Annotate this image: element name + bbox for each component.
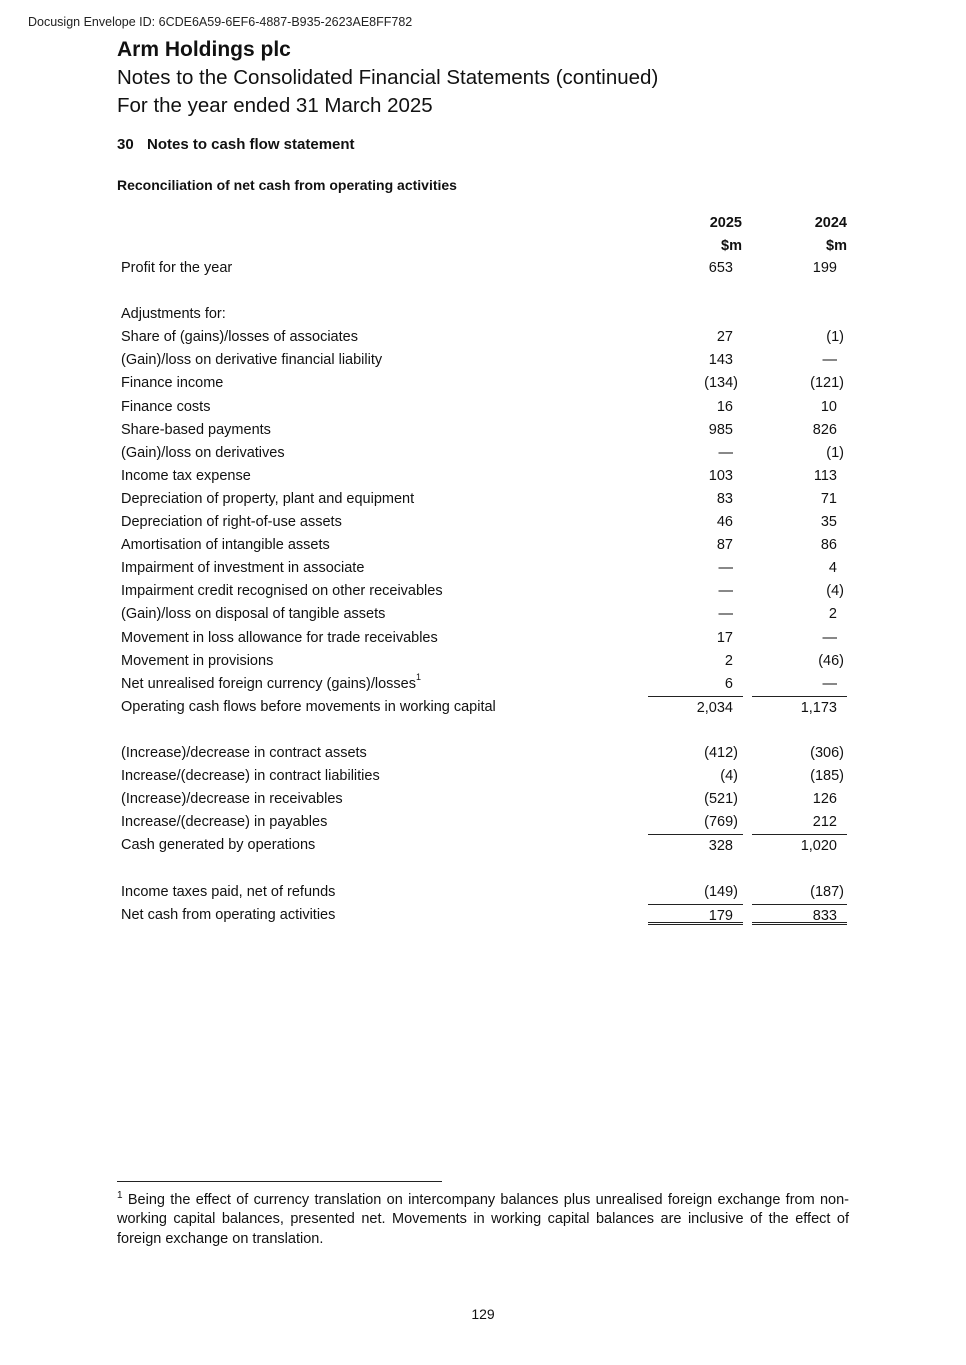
- table-row: [0, 719, 966, 742]
- value-2025: 16: [716, 398, 733, 415]
- row-label: [121, 372, 223, 395]
- value-2025: (134): [704, 375, 738, 392]
- row-label-text: (Gain)/loss on disposal of tangible assets: [121, 606, 386, 623]
- value-2025: (149): [704, 883, 738, 900]
- table-row: [0, 788, 966, 811]
- row-label: [121, 673, 421, 696]
- row-label-text: (Increase)/decrease in contract assets: [121, 744, 367, 761]
- value-2025: —: [718, 444, 733, 461]
- section-heading: [117, 136, 355, 153]
- table-row: [0, 396, 966, 419]
- table-row: [0, 580, 966, 603]
- row-label-text: Share of (gains)/losses of associates: [121, 329, 358, 346]
- row-label: [121, 303, 226, 326]
- value-2025: 2,034: [648, 696, 743, 720]
- row-label: [121, 349, 382, 372]
- table-row: [0, 442, 966, 465]
- row-label-text: Operating cash flows before movements in working capital: [121, 698, 496, 715]
- value-2024: (1): [826, 329, 844, 346]
- footnote-text: Being the effect of currency translation on intercompany balances plus unrealised foreign exchange from non-working capital balances, presented net. Movements in working capital balances are inclusive of the effect of foreign exchange on translation.: [117, 1191, 849, 1247]
- value-2024: 4: [828, 560, 837, 577]
- table-row: [0, 904, 966, 927]
- table-row: [0, 488, 966, 511]
- value-2024: (46): [818, 652, 844, 669]
- table-row: [0, 511, 966, 534]
- value-2024: 1,020: [752, 834, 847, 858]
- row-label-text: Profit for the year: [121, 260, 233, 276]
- row-label-text: Amortisation of intangible assets: [121, 537, 330, 554]
- table-row: [0, 557, 966, 580]
- row-label-text: Cash generated by operations: [121, 837, 316, 854]
- table-row: [0, 881, 966, 904]
- row-label: [121, 627, 438, 650]
- document-subtitle: Notes to the Consolidated Financial Statements (continued): [117, 66, 659, 89]
- footnote-marker: 1: [117, 1190, 123, 1201]
- value-2025: 46: [716, 514, 733, 531]
- value-2024: 212: [812, 814, 837, 831]
- table-row: [0, 303, 966, 326]
- table-row: [0, 673, 966, 696]
- value-2024: —: [822, 629, 837, 646]
- row-label: [121, 904, 335, 927]
- value-2025: 179: [648, 904, 743, 925]
- value-2024: 199: [812, 260, 837, 276]
- row-label: [121, 511, 342, 534]
- row-label: [121, 881, 335, 904]
- row-label: [121, 326, 358, 349]
- value-2025: (769): [704, 814, 738, 831]
- footnote-reference: 1: [415, 671, 421, 682]
- docusign-envelope-id: Docusign Envelope ID: 6CDE6A59-6EF6-4887-B935-2623AE8FF782: [28, 15, 413, 29]
- table-row: [0, 280, 966, 303]
- value-2024: 113: [813, 467, 837, 484]
- value-2025: 83: [716, 490, 733, 507]
- value-2024: —: [822, 352, 837, 369]
- table-row: [0, 696, 966, 719]
- table-row: [0, 534, 966, 557]
- value-2024: (185): [810, 768, 844, 785]
- row-label: [121, 442, 285, 465]
- row-label: [121, 488, 414, 511]
- table-row: [0, 326, 966, 349]
- table-row: [0, 627, 966, 650]
- value-2025: 103: [708, 467, 733, 484]
- table-row: [0, 603, 966, 626]
- row-label: [121, 419, 271, 442]
- value-2025: 2: [724, 652, 733, 669]
- row-label: [121, 811, 327, 834]
- table-row: [0, 349, 966, 372]
- value-2025: —: [718, 606, 733, 623]
- row-label-text: Depreciation of property, plant and equipment: [121, 490, 415, 507]
- table-subheading: Reconciliation of net cash from operating activities: [117, 177, 457, 193]
- row-label-text: Net unrealised foreign currency (gains)/losses: [121, 675, 416, 692]
- value-2025: (412): [704, 744, 738, 761]
- row-label-text: Impairment of investment in associate: [121, 560, 365, 577]
- value-2024: 833: [752, 904, 847, 925]
- row-label: [121, 465, 251, 488]
- row-label-text: (Gain)/loss on derivatives: [121, 444, 285, 461]
- table-row: [0, 834, 966, 857]
- table-row: [0, 742, 966, 765]
- row-label: [121, 650, 273, 673]
- table-row: [0, 465, 966, 488]
- value-2025: (4): [720, 768, 738, 785]
- row-label-text: Impairment credit recognised on other receivables: [121, 583, 443, 600]
- column-year: 2025: [709, 215, 742, 231]
- row-label-text: Finance costs: [121, 398, 211, 415]
- column-year: 2024: [814, 215, 847, 231]
- row-label: [121, 534, 330, 557]
- row-label: [121, 557, 364, 580]
- row-label-text: Increase/(decrease) in contract liabilities: [121, 768, 380, 785]
- value-2024: 35: [820, 514, 837, 531]
- page-number: 129: [471, 1306, 495, 1322]
- row-label-text: Income tax expense: [121, 467, 251, 484]
- value-2025: —: [718, 560, 733, 577]
- row-label-text: Increase/(decrease) in payables: [121, 814, 328, 831]
- value-2024: 126: [812, 791, 837, 808]
- value-2025: 6: [724, 675, 733, 692]
- row-label-text: Movement in provisions: [121, 652, 274, 669]
- table-row: [0, 419, 966, 442]
- footnote-divider: [117, 1181, 442, 1182]
- value-2024: (306): [810, 744, 844, 761]
- row-label: [121, 788, 343, 811]
- value-2024: 86: [820, 537, 837, 554]
- document-header: [117, 36, 658, 120]
- table-row: [0, 257, 966, 280]
- column-header-2025: [645, 212, 742, 258]
- value-2024: (187): [810, 883, 844, 900]
- footnote: [117, 1186, 849, 1249]
- row-label-text: Share-based payments: [121, 421, 271, 438]
- value-2025: (521): [704, 791, 738, 808]
- table-row: [0, 857, 966, 880]
- row-label-text: Adjustments for:: [121, 306, 226, 323]
- row-label-text: (Increase)/decrease in receivables: [121, 791, 343, 808]
- table-row: [0, 372, 966, 395]
- row-label: [121, 834, 315, 857]
- value-2025: 328: [648, 834, 743, 858]
- row-label-text: Income taxes paid, net of refunds: [121, 883, 336, 900]
- value-2024: (4): [826, 583, 844, 600]
- value-2024: (121): [810, 375, 844, 392]
- value-2025: 87: [716, 537, 733, 554]
- table-row: [0, 650, 966, 673]
- value-2025: 17: [716, 629, 733, 646]
- row-label: [121, 742, 367, 765]
- column-unit: $m: [826, 238, 847, 254]
- column-header-2024: [750, 212, 847, 258]
- section-number: 30: [117, 136, 134, 153]
- value-2024: —: [822, 675, 837, 692]
- reporting-period: For the year ended 31 March 2025: [117, 94, 433, 117]
- company-name: Arm Holdings plc: [117, 38, 291, 61]
- row-label: [121, 257, 232, 280]
- value-2024: 826: [812, 421, 837, 438]
- value-2024: (1): [826, 444, 844, 461]
- value-2025: 985: [708, 421, 733, 438]
- value-2025: 27: [716, 329, 733, 346]
- value-2024: 2: [828, 606, 837, 623]
- row-label: [121, 396, 210, 419]
- row-label: [121, 696, 496, 719]
- value-2024: 10: [820, 398, 837, 415]
- cash-flow-reconciliation-table: [0, 257, 966, 927]
- row-label-text: Depreciation of right-of-use assets: [121, 514, 342, 531]
- column-unit: $m: [721, 238, 742, 254]
- row-label: [121, 580, 443, 603]
- value-2025: 653: [708, 260, 733, 276]
- value-2025: —: [718, 583, 733, 600]
- value-2024: 1,173: [752, 696, 847, 720]
- row-label-text: Finance income: [121, 375, 224, 392]
- row-label: [121, 765, 380, 788]
- value-2024: 71: [820, 490, 837, 507]
- row-label-text: (Gain)/loss on derivative financial liability: [121, 352, 383, 369]
- table-row: [0, 811, 966, 834]
- row-label: [121, 603, 385, 626]
- row-label-text: Net cash from operating activities: [121, 906, 336, 923]
- row-label-text: Movement in loss allowance for trade receivables: [121, 629, 438, 646]
- table-row: [0, 765, 966, 788]
- value-2025: 143: [708, 352, 733, 369]
- section-title: Notes to cash flow statement: [147, 136, 355, 153]
